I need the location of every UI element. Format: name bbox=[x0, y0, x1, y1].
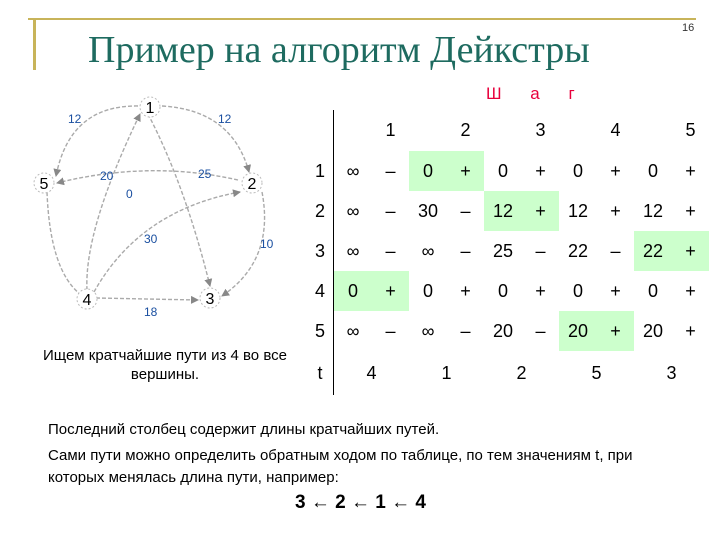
edge-2-3 bbox=[222, 192, 265, 296]
cell-sign: – bbox=[535, 240, 546, 261]
cell-value: 0 bbox=[497, 160, 508, 181]
cell-sign: – bbox=[535, 320, 546, 341]
cell-value: 0 bbox=[572, 280, 583, 301]
svg-text:1: 1 bbox=[145, 100, 155, 117]
edge-label: 12 bbox=[68, 112, 82, 126]
edge-label: 20 bbox=[100, 169, 114, 183]
step-header: 4 bbox=[610, 120, 621, 140]
t-value: 2 bbox=[516, 362, 527, 383]
cell-sign: – bbox=[610, 240, 621, 261]
t-value: 3 bbox=[666, 362, 677, 383]
footer-text bbox=[48, 419, 638, 493]
cell-value: ∞ bbox=[334, 231, 373, 271]
cell-value: 0 bbox=[409, 151, 447, 191]
edge-label: 12 bbox=[218, 112, 232, 126]
cell-sign: + bbox=[522, 191, 559, 231]
cell-sign: – bbox=[385, 240, 396, 261]
cell-sign: + bbox=[685, 320, 696, 341]
edge-label: 18 bbox=[144, 305, 158, 319]
cell-sign: + bbox=[685, 280, 696, 301]
cell-sign: + bbox=[460, 280, 471, 301]
footer-line-1: Последний столбец содержит длины кратчайших путей. bbox=[48, 421, 440, 438]
edge-4-1 bbox=[87, 114, 140, 290]
svg-text:5: 5 bbox=[39, 176, 49, 193]
cell-sign: + bbox=[685, 200, 696, 221]
cell-value: 12 bbox=[484, 191, 522, 231]
table-row bbox=[307, 231, 709, 271]
row-label: 5 bbox=[314, 320, 325, 341]
edge-label: 30 bbox=[144, 232, 158, 246]
row-label: 1 bbox=[314, 160, 325, 181]
graph-node-5 bbox=[34, 173, 54, 193]
cell-value: 0 bbox=[334, 271, 373, 311]
cell-value: 20 bbox=[642, 320, 664, 341]
cell-value: 0 bbox=[497, 280, 508, 301]
cell-value: 12 bbox=[642, 200, 664, 221]
cell-value: 12 bbox=[567, 200, 589, 221]
edge-label: 25 bbox=[198, 167, 212, 181]
cell-sign: – bbox=[460, 240, 471, 261]
cell-value: 22 bbox=[634, 231, 672, 271]
edge-label: 0 bbox=[126, 187, 133, 201]
edge-1-3 bbox=[148, 114, 210, 286]
slide-number: 16 bbox=[682, 22, 695, 34]
cell-sign: + bbox=[535, 280, 546, 301]
t-value: 4 bbox=[334, 351, 410, 395]
cell-value: 25 bbox=[492, 240, 514, 261]
footer-line-2: Сами пути можно определить обратным ходом по таблице, по тем значениям t, при которых менялась длина пути, например: bbox=[48, 447, 633, 486]
cell-sign: – bbox=[385, 200, 396, 221]
row-label: 2 bbox=[314, 200, 325, 221]
step-label: Ш а г bbox=[486, 84, 587, 103]
row-label: 4 bbox=[314, 280, 325, 301]
t-value: 1 bbox=[441, 362, 452, 383]
page-title: Пример на алгоритм Дейкстры bbox=[88, 29, 590, 71]
edge-label: 10 bbox=[260, 237, 274, 251]
row-label: 3 bbox=[314, 240, 325, 261]
cell-sign: + bbox=[535, 160, 546, 181]
cell-sign: – bbox=[385, 320, 396, 341]
cell-value: ∞ bbox=[334, 151, 373, 191]
cell-value: 0 bbox=[647, 280, 658, 301]
svg-text:3: 3 bbox=[205, 291, 215, 308]
step-header: 2 bbox=[460, 120, 471, 140]
step-header: 3 bbox=[535, 120, 546, 140]
table-row bbox=[307, 271, 709, 311]
cell-value: 0 bbox=[647, 160, 658, 181]
cell-value: ∞ bbox=[421, 240, 435, 261]
cell-value: 20 bbox=[492, 320, 514, 341]
edge-4-5 bbox=[47, 192, 80, 294]
svg-text:4: 4 bbox=[82, 292, 92, 309]
step-header: 5 bbox=[685, 120, 696, 140]
cell-sign: – bbox=[460, 320, 471, 341]
cell-sign: + bbox=[610, 280, 621, 301]
table-row bbox=[307, 311, 709, 351]
cell-sign: – bbox=[385, 160, 396, 181]
cell-sign: + bbox=[685, 160, 696, 181]
graph-node-4 bbox=[77, 289, 97, 309]
table-row bbox=[307, 191, 709, 231]
graph-node-1 bbox=[140, 97, 160, 117]
graph-diagram bbox=[0, 0, 300, 340]
cell-value: ∞ bbox=[334, 191, 373, 231]
graph-node-2 bbox=[242, 173, 262, 193]
cell-sign: + bbox=[372, 271, 409, 311]
cell-sign: + bbox=[447, 151, 484, 191]
cell-value: 0 bbox=[422, 280, 433, 301]
t-label: t bbox=[317, 362, 323, 383]
cell-value: 20 bbox=[559, 311, 597, 351]
graph-node-3 bbox=[200, 288, 220, 308]
cell-value: 0 bbox=[572, 160, 583, 181]
cell-value: ∞ bbox=[334, 311, 373, 351]
dijkstra-table bbox=[307, 110, 709, 395]
edge-4-3 bbox=[96, 298, 198, 300]
edge-2-4 bbox=[94, 192, 240, 292]
cell-sign: + bbox=[610, 160, 621, 181]
cell-value: ∞ bbox=[421, 320, 435, 341]
svg-text:2: 2 bbox=[247, 176, 257, 193]
cell-sign: + bbox=[610, 200, 621, 221]
path-example: 3 ← 2 ← 1 ← 4 bbox=[295, 492, 426, 513]
cell-sign: – bbox=[460, 200, 471, 221]
cell-value: 22 bbox=[567, 240, 589, 261]
t-value: 5 bbox=[591, 362, 602, 383]
task-note: Ищем кратчайшие пути из 4 во все вершины. bbox=[43, 347, 287, 383]
cell-sign: + bbox=[672, 231, 709, 271]
edge-1-2 bbox=[162, 106, 249, 172]
cell-sign: + bbox=[597, 311, 634, 351]
table-row bbox=[307, 151, 709, 191]
step-header: 1 bbox=[385, 120, 396, 140]
cell-value: 30 bbox=[417, 200, 439, 221]
t-row bbox=[307, 351, 709, 395]
